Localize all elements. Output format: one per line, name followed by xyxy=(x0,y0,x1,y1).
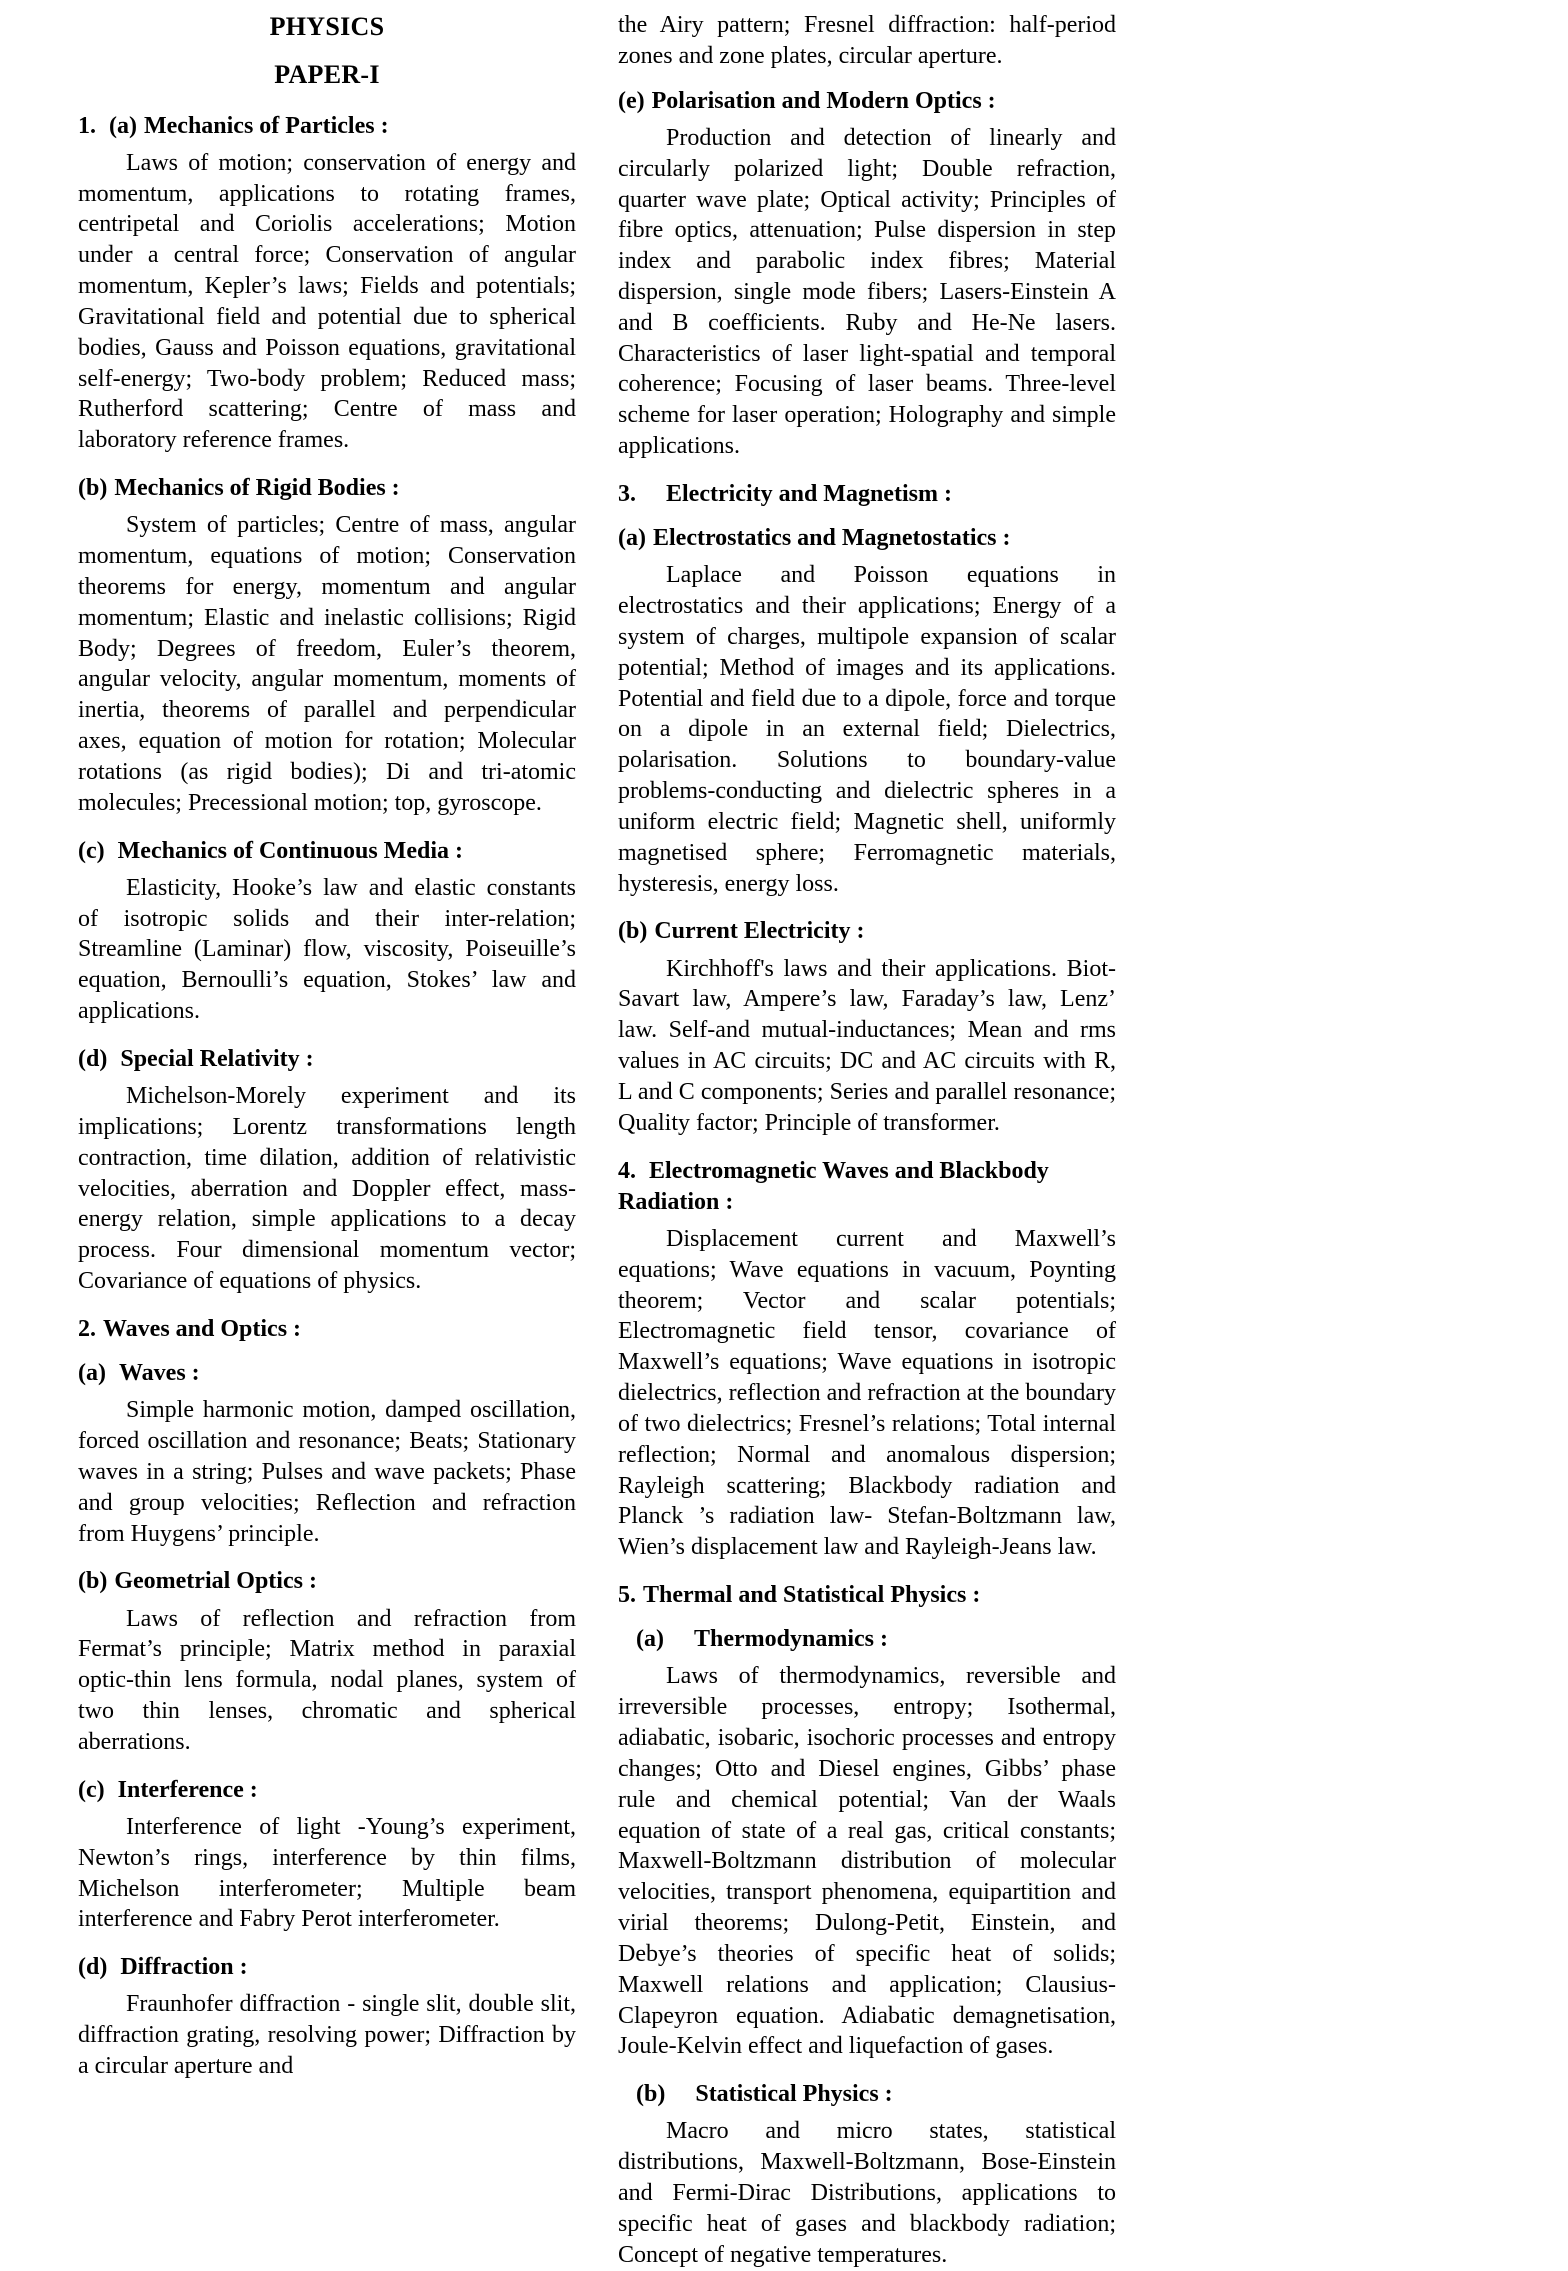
heading-text-1a: Mechanics of Particles : xyxy=(143,112,389,139)
section-letter-1d: (d) xyxy=(78,1045,108,1072)
heading-text-2b: Geometrial Optics : xyxy=(114,1568,317,1595)
body-section-1b: System of particles; Centre of mass, angular momentum, equations of motion; Conservation theorems for energy, momentum and angular momentum; Elastic and inelastic collisions; Rigid Body; Degrees of freedom, Euler’s theorem, angular velocity, angular momentum, moments of inertia, theorems of parallel and perpendicular axes, equation of motion for rotation; Molecular rotations (as rigid bodies); Di and tri-atomic molecules; Precessional motion; top, gyroscope. xyxy=(78,512,576,816)
section-letter-5b: (b) xyxy=(636,2081,666,2108)
heading-section-5 xyxy=(618,1580,1116,1611)
heading-section-2 xyxy=(78,1314,576,1345)
body-section-5a: Laws of thermodynamics, reversible and irreversible processes, entropy; Isothermal, adiabatic, isobaric, isochoric processes and entropy changes; Otto and Diesel engines, Gibbs’ phase rule and chemical potential; Van der Waals equation of state of a real gas, critical constants; Maxwell-Boltzmann distribution of molecular velocities, transport phenomena, equipartition and virial theorems; Dulong-Petit, Einstein, and Debye’s theories of specific heat of solids; Maxwell relations and application; Clausius-Clapeyron equation. Adiabatic demagnetisation, Joule-Kelvin effect and liquefaction of gases. xyxy=(618,1663,1116,2060)
body-section-2e: Production and detection of linearly and circularly polarized light; Double refraction, quarter wave plate; Optical activity; Principles of fibre optics, attenuation; Pulse dispersion in step index and parabolic index fibres; Material dispersion, single mode fibers; Lasers-Einstein A and B coefficients. Ruby and He-Ne lasers. Characteristics of laser light-spatial and temporal coherence; Focusing of laser beams. Three-level scheme for laser operation; Holography and simple applications. xyxy=(618,124,1116,460)
heading-text-2d: Diffraction : xyxy=(120,1954,248,1981)
heading-text-2e: Polarisation and Modern Optics : xyxy=(651,87,996,114)
section-letter-1c: (c) xyxy=(78,837,105,864)
heading-section-1b xyxy=(78,473,576,504)
body-section-4: Displacement current and Maxwell’s equations; Wave equations in vacuum, Poynting theorem; Vector and scalar potentials; Electromagnetic field tensor, covariance of Maxwell’s equations; Wave equations in isotropic dielectrics, reflection and refraction at the boundary of two dielectrics; Fresnel’s relations; Total internal reflection; Normal and anomalous dispersion; Rayleigh scattering; Blackbody radiation and Planck ’s radiation law- Stefan-Boltzmann law, Wien’s displacement law and Rayleigh-Jeans law. xyxy=(618,1225,1116,1561)
section-letter-3a: (a) xyxy=(618,525,646,552)
heading-section-5a xyxy=(618,1624,1116,1655)
heading-section-3b xyxy=(618,916,1116,947)
heading-text-3a: Electrostatics and Magnetostatics : xyxy=(652,525,1011,552)
heading-text-5a: Thermodynamics : xyxy=(693,1626,888,1653)
right-column xyxy=(618,10,1116,2271)
body-section-1c: Elasticity, Hooke’s law and elastic constants of isotropic solids and their inter-relation; Streamline (Laminar) flow, viscosity, Poiseuille’s equation, Bernoulli’s equation, Stokes’ law and applications. xyxy=(78,874,576,1025)
heading-text-4: Electromagnetic Waves and Blackbody Radiation : xyxy=(618,1157,1049,1215)
section-number-2: 2. xyxy=(78,1315,96,1342)
body-section-5b: Macro and micro states, statistical distributions, Maxwell-Boltzmann, Bose-Einstein and Fermi-Dirac Distributions, applications to specific heat of gases and blackbody radiation; Concept of negative temperatures. xyxy=(618,2118,1116,2268)
heading-section-4 xyxy=(618,1156,1116,1218)
heading-section-2c xyxy=(78,1775,576,1806)
body-section-2b: Laws of reflection and refraction from Fermat’s principle; Matrix method in paraxial optic-thin lens formula, nodal planes, system of two thin lenses, chromatic and spherical aberrations. xyxy=(78,1605,576,1755)
section-letter-5a: (a) xyxy=(636,1626,664,1653)
section-letter-3b: (b) xyxy=(618,918,648,945)
heading-section-1a xyxy=(78,111,576,142)
body-diffraction-continuation: the Airy pattern; Fresnel diffraction: half-period zones and zone plates, circular aperture. xyxy=(618,12,1116,69)
section-letter-2b: (b) xyxy=(78,1568,108,1595)
body-section-1d: Michelson-Morely experiment and its implications; Lorentz transformations length contraction, time dilation, addition of relativistic velocities, aberration and Doppler effect, mass-energy relation, simple applications to a decay process. Four dimensional momentum vector; Covariance of equations of physics. xyxy=(78,1083,576,1295)
body-section-2c: Interference of light -Young’s experiment, Newton’s rings, interference by thin films, Michelson interferometer; Multiple beam interference and Fabry Perot interferometer. xyxy=(78,1813,576,1933)
heading-text-1b: Mechanics of Rigid Bodies : xyxy=(114,475,400,502)
heading-section-2d xyxy=(78,1952,576,1983)
heading-text-5: Thermal and Statistical Physics : xyxy=(643,1582,981,1609)
body-section-3b: Kirchhoff's laws and their applications. Biot-Savart law, Ampere’s law, Faraday’s law, Lenz’ law. Self-and mutual-inductances; Mean and rms values in AC circuits; DC and AC circuits with R, L and C components; Series and parallel resonance; Quality factor; Principle of transformer. xyxy=(618,955,1116,1136)
heading-section-5b xyxy=(618,2079,1116,2110)
section-letter-2c: (c) xyxy=(78,1776,105,1803)
heading-text-3b: Current Electricity : xyxy=(654,918,865,945)
section-number-3: 3. xyxy=(618,480,636,507)
heading-section-3 xyxy=(618,479,1116,510)
heading-section-2b xyxy=(78,1566,576,1597)
heading-text-2a: Waves : xyxy=(118,1360,200,1387)
heading-section-1c xyxy=(78,836,576,867)
section-letter-2d: (d) xyxy=(78,1954,108,1981)
heading-text-1d: Special Relativity : xyxy=(120,1045,314,1072)
section-number-4: 4. xyxy=(618,1157,636,1184)
body-section-2d: Fraunhofer diffraction - single slit, double slit, diffraction grating, resolving power; Diffraction by a circular aperture and xyxy=(78,1991,576,2080)
section-letter-1b: (b) xyxy=(78,475,108,502)
heading-section-3a xyxy=(618,523,1116,554)
heading-section-1d xyxy=(78,1044,576,1075)
heading-section-2e xyxy=(618,86,1116,117)
heading-text-3: Electricity and Magnetism : xyxy=(666,480,952,507)
left-column xyxy=(78,10,576,2082)
page-title: PHYSICS xyxy=(269,12,385,41)
section-number-1: 1. xyxy=(78,112,96,139)
section-letter-2e: (e) xyxy=(618,87,645,114)
section-letter-2a: (a) xyxy=(78,1360,106,1387)
heading-text-5b: Statistical Physics : xyxy=(695,2081,893,2108)
heading-text-1c: Mechanics of Continuous Media : xyxy=(117,837,463,864)
heading-text-2: Waves and Optics : xyxy=(103,1315,302,1342)
body-section-1a: Laws of motion; conservation of energy and momentum, applications to rotating frames, centripetal and Coriolis accelerations; Motion under a central force; Conservation of angular momentum, Kepler’s laws; Fields and potentials; Gravitational field and potential due to spherical bodies, Gauss and Poisson equations, gravitational self-energy; Two-body problem; Reduced mass; Rutherford scattering; Centre of mass and laboratory reference frames. xyxy=(78,149,576,454)
heading-text-2c: Interference : xyxy=(117,1776,258,1803)
body-section-3a: Laplace and Poisson equations in electrostatics and their applications; Energy of a system of charges, multipole expansion of scalar potential; Method of images and its applications. Potential and field due to a dipole, force and torque on a dipole in an external field; Dielectrics, polarisation. Solutions to boundary-value problems-conducting and dielectric spheres in a uniform electric field; Magnetic shell, uniformly magnetised sphere; Ferromagnetic materials, hysteresis, energy loss. xyxy=(618,562,1116,897)
section-letter-1a: (a) xyxy=(109,112,137,139)
page-subtitle: PAPER-I xyxy=(274,60,380,90)
body-section-2a: Simple harmonic motion, damped oscillation, forced oscillation and resonance; Beats; Stationary waves in a string; Pulses and wave packets; Phase and group velocities; Reflection and refraction from Huygens’ principle. xyxy=(78,1397,576,1547)
section-number-5: 5. xyxy=(618,1582,636,1609)
two-column-layout xyxy=(78,10,1516,2271)
heading-section-2a xyxy=(78,1358,576,1389)
